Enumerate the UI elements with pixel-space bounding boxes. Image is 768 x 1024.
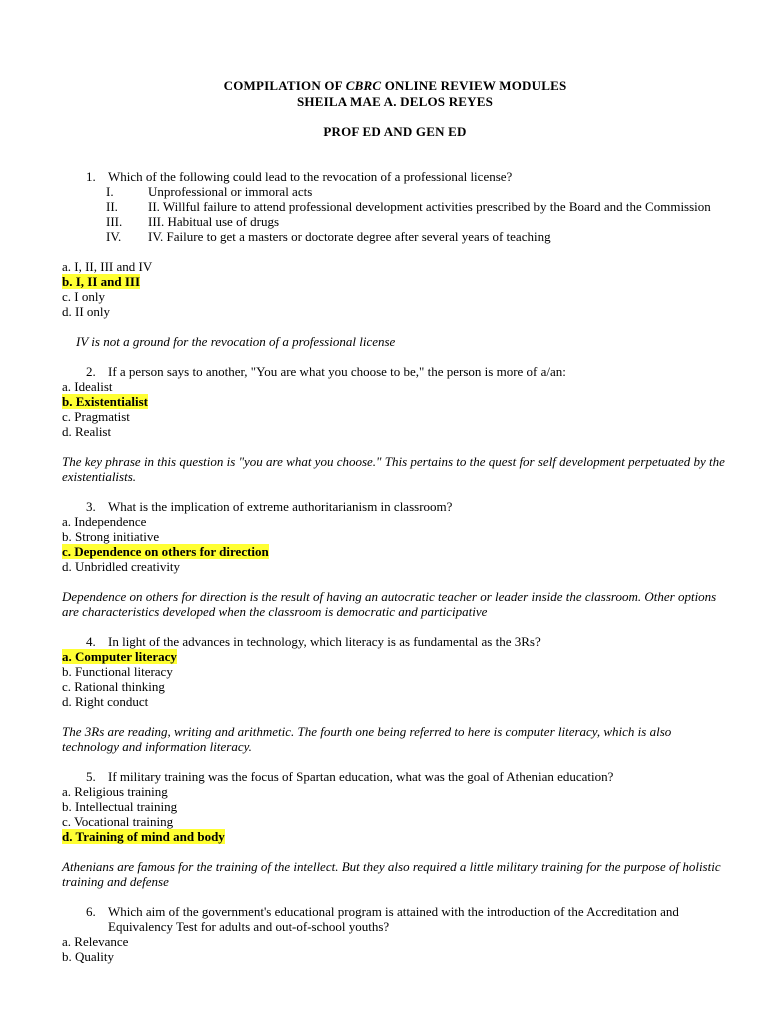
roman-item: III. III. Habitual use of drugs — [106, 214, 280, 229]
question-text: 3. What is the implication of extreme authoritarianism in classroom? — [86, 499, 453, 514]
document-subject: PROF ED AND GEN ED — [323, 124, 467, 139]
question-text: 2. If a person says to another, "You are what you choose to be," the person is more of a/an: — [86, 364, 566, 379]
option-d: d. Unbridled creativity — [62, 559, 181, 574]
option-c: c. Pragmatist — [62, 409, 130, 424]
option-b: b. Quality — [62, 949, 114, 964]
option-d-answer: d. Training of mind and body — [62, 829, 225, 844]
option-c: c. Vocational training — [62, 814, 174, 829]
option-d: d. Right conduct — [62, 694, 149, 709]
title-emphasis: CBRC — [345, 78, 382, 93]
option-a: a. Independence — [62, 514, 147, 529]
document-title: COMPILATION OF CBRC ONLINE REVIEW MODULES — [223, 78, 567, 93]
option-c: c. Rational thinking — [62, 679, 165, 694]
option-b: b. Functional literacy — [62, 664, 173, 679]
option-c: c. I only — [62, 289, 105, 304]
question-4 — [62, 634, 728, 769]
roman-item: IV. IV. Failure to get a masters or doctorate degree after several years of teaching — [106, 229, 551, 244]
option-a: a. Relevance — [62, 934, 129, 949]
question-5 — [62, 769, 728, 904]
document-page — [62, 78, 728, 964]
question-6 — [62, 904, 728, 964]
question-text: 4. In light of the advances in technology, which literacy is as fundamental as the 3Rs? — [86, 634, 541, 649]
option-a: a. Religious training — [62, 784, 168, 799]
question-text: 1. Which of the following could lead to the revocation of a professional license? — [86, 169, 513, 184]
question-text: 5. If military training was the focus of Spartan education, what was the goal of Athenian education? — [86, 769, 614, 784]
option-d: d. Realist — [62, 424, 112, 439]
question-1 — [62, 169, 728, 364]
explanation: Athenians are famous for the training of the intellect. But they also required a little military training for the purpose of holistic training and defense — [62, 859, 721, 889]
option-a: a. Idealist — [62, 379, 113, 394]
explanation: IV is not a ground for the revocation of a professional license — [76, 334, 396, 349]
option-c-answer: c. Dependence on others for direction — [62, 544, 269, 559]
question-text: 6. Which aim of the government's educational program is attained with the introduction of the Accreditation and Equivalency Test for adults and out-of-school youths? — [86, 904, 679, 934]
option-d: d. II only — [62, 304, 111, 319]
option-b-answer: b. Existentialist — [62, 394, 148, 409]
option-b-answer: b. I, II and III — [62, 274, 141, 289]
explanation: Dependence on others for direction is the result of having an autocratic teacher or leader inside the classroom. Other options are characteristics developed when the classroom is democratic and participative — [62, 589, 717, 619]
question-3 — [62, 499, 728, 634]
roman-item: II. II. Willful failure to attend professional development activities prescribed by the Board and the Commission — [106, 199, 711, 214]
option-a-answer: a. Computer literacy — [62, 649, 177, 664]
option-b: b. Strong initiative — [62, 529, 160, 544]
explanation: The 3Rs are reading, writing and arithmetic. The fourth one being referred to here is computer literacy, which is also technology and information literacy. — [62, 724, 672, 754]
option-a: a. I, II, III and IV — [62, 259, 153, 274]
question-2 — [62, 364, 728, 499]
roman-item: I. Unprofessional or immoral acts — [106, 184, 313, 199]
option-b: b. Intellectual training — [62, 799, 178, 814]
document-author: SHEILA MAE A. DELOS REYES — [296, 94, 494, 109]
explanation: The key phrase in this question is "you are what you choose." This pertains to the quest for self development perpetuated by the existentialists. — [62, 454, 725, 484]
